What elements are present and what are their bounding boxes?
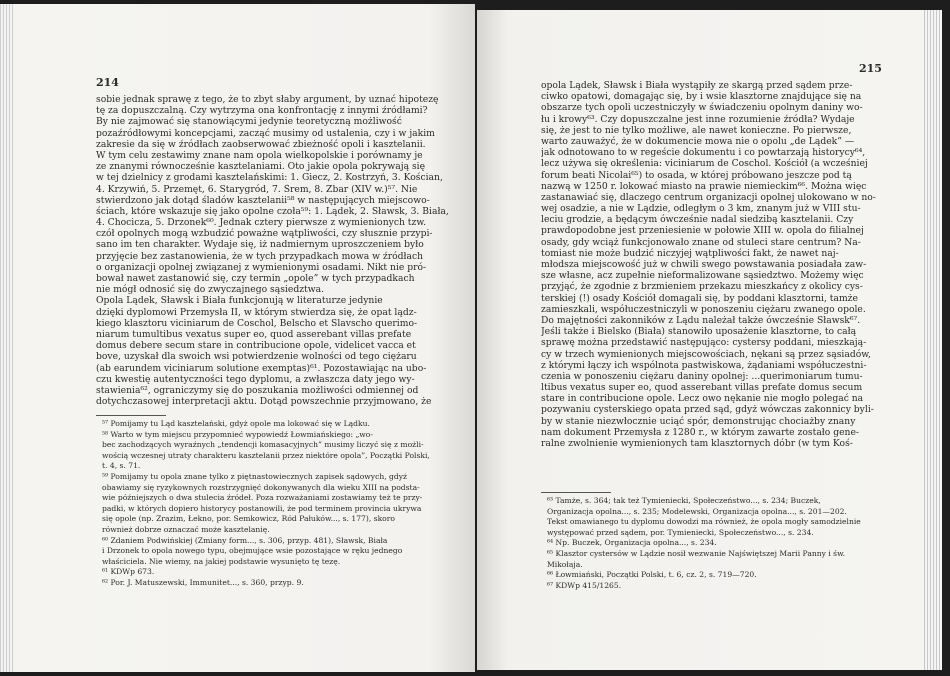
page-number: 214: [96, 76, 119, 89]
footnote-line: wie późniejszych o dwa stulecia źródeł. Poza rozważaniami zostawiamy też te przy-: [102, 493, 423, 503]
text-line: prawdopodobne jest przeniesienie w połowie XIII w. opola do filialnej: [541, 225, 864, 237]
text-line: o organizacji opolnej związanej z wymienionymi osadami. Nikt nie pró-: [96, 261, 427, 273]
footnote-line: ⁶⁶ Łowmiański, Początki Polski, t. 6, cz. 2, s. 719—720.: [547, 570, 757, 580]
text-line: dzięki dyplomowi Przemysła II, w którym stwierdza się, że opat lądz-: [96, 306, 417, 318]
text-line: czu kwestię autentyczności tego dyplomu, a zwłaszcza daty jego wy-: [96, 373, 415, 385]
text-line: nie mógł odnosić się do zwyczajnego sąsiedztwa.: [96, 284, 325, 296]
text-line: (ab earundem viciniarum solutione exemptas)⁶¹. Pozostawiając na ubo-: [96, 362, 427, 374]
footnote-line: Mikołaja.: [547, 559, 583, 569]
footnote-divider: [541, 492, 611, 493]
footnotes: [547, 496, 909, 591]
text-line: czenia w ponoszeniu ciężaru daniny opolnej: ...querimoniarum tumu-: [541, 370, 863, 382]
body-text: [96, 94, 464, 407]
text-line: niarum tumultibus vexatus super eo, quod asserebant villas prefate: [96, 328, 412, 340]
footnote-divider: [96, 415, 166, 416]
text-line: młodsza miejscowość już w chwili swego powstawania posiadała zaw-: [541, 259, 867, 270]
footnote-line: ⁵⁹ Pomijamy tu opola znane tylko z piętnastowiecznych zapisek sądowych, gdyż: [102, 471, 408, 481]
footnote-line: ⁶³ Tamże, s. 364; tak też Tymieniecki, Społeczeństwo..., s. 234; Buczek,: [547, 496, 821, 505]
left-page: [14, 4, 475, 672]
text-line: pozaźródłowymi koncepcjami, zacząć musimy od ustalenia, czy i w jakim: [96, 127, 435, 139]
footnote-line: ⁶⁰ Zdaniem Podwińskiej (Zmiany form..., s. 306, przyp. 481), Sławsk, Biała: [102, 535, 388, 545]
text-line: By nie zajmować się stanowiącymi jedynie teoretyczną możliwość: [96, 116, 402, 128]
text-line: ralne zwolnienie wymienionych tam klasztornych dóbr (w tym Koś-: [541, 438, 853, 449]
text-line: osady, gdy wciąż funkcjonowało znane od stuleci stare centrum? Na-: [541, 236, 861, 248]
right-page: [477, 10, 923, 670]
page-stack-left-edge: [0, 4, 14, 672]
text-line: zamieszkali, współuczestniczyli w ponoszeniu ciężaru zwanego opole.: [541, 303, 866, 315]
body-text: [541, 80, 911, 449]
page-stack-right-edge: [922, 10, 942, 670]
text-line: w tej dzielnicy z grodami kasztelańskimi: 1. Giecz, 2. Kostrzyń, 3. Kościan,: [96, 172, 443, 184]
text-line: tę za dopuszczalną. Czy wytrzyma ona konfrontację z innymi źródłami?: [96, 105, 428, 117]
footnotes: [102, 419, 462, 589]
text-line: sze własne, acz zupełnie nieformalizowane sąsiedztwo. Możemy więc: [541, 270, 864, 282]
text-line: cy w trzech wymienionych miejscowościach, nękani są przez sąsiadów,: [541, 348, 871, 360]
text-line: jak odnotowano to w regeście dokumentu i co powtarzają historycy⁶⁴,: [541, 147, 866, 159]
footnote-line: się opole (np. Zrazim, Łekno, por. Semkowicz, Ród Pałuków..., s. 177), skoro: [102, 514, 395, 524]
text-line: przyjąć, że zgodnie z brzmieniem przekazu mieszkańcy z okolicy cys-: [541, 281, 863, 293]
text-line: ściach, które wskazuje się jako opolne czoła⁵⁹: 1. Lądek, 2. Sławsk, 3. Biała,: [96, 205, 449, 217]
text-line: lecz używa się określenia: viciniarum de Coschol. Kościół (a wcześniej: [541, 158, 868, 170]
footnote-line: występować przed sądem, por. Tymieniecki, Społeczeństwo..., s. 234.: [547, 527, 814, 537]
footnote-line: ⁶¹ KDWp 673.: [102, 567, 155, 577]
footnote-line: obawiamy się ryzykownych rozstrzygnięć dokonywanych dla wieku XIII na podsta-: [102, 482, 420, 492]
text-line: pozywaniu cysterskiego opata przed sąd, gdyż wówczas zakonnicy byli-: [541, 404, 874, 416]
text-line: przyjęcie bez zastanowienia, że w tych przypadkach mowa w źródłach: [96, 250, 424, 262]
text-line: ciwko opatowi, domagając się, by i wsie klasztorne znajdujące się na: [541, 91, 862, 103]
text-line: obszarze tych opoli uczestniczyły w świadczeniu opolnym daniny wo-: [541, 102, 863, 114]
text-line: łu i krowy⁶³. Czy dopuszczalne jest inne rozumienie źródła? Wydaje: [541, 113, 855, 125]
text-line: by w stanie niezwłocznie uciąć spór, demonstrując chociażby znany: [541, 415, 856, 427]
text-line: zakresie da się w źródłach zaobserwować zbieżność opoli i kasztelanii.: [96, 138, 426, 150]
text-line: sobie jednak sprawę z tego, że to zbyt słaby argument, by uznać hipotezę: [96, 94, 439, 105]
footnote-line: ⁶⁴ Np. Buczek, Organizacja opolna..., s. 234.: [547, 538, 717, 548]
text-line: opola Lądek, Sławsk i Biała wystąpiły ze skargą przed sądem prze-: [541, 80, 853, 91]
text-line: zastanawiać się, dlaczego centrum organizacji opolnej ulokowano w no-: [541, 191, 876, 203]
footnote-line: Organizacja opolna..., s. 235; Modelewski, Organizacja opolna..., s. 201—202.: [547, 506, 847, 516]
text-line: dotychczasowej interpretacji aktu. Dotąd powszechnie przyjmowano, że: [96, 396, 432, 408]
text-line: Do majętności zakonników z Lądu należał także ówcześnie Sławsk⁶⁷.: [541, 314, 861, 326]
text-line: 4. Krzywiń, 5. Przemęt, 6. Starygród, 7. Śrem, 8. Zbar (XIV w.)⁵⁷. Nie: [96, 183, 418, 195]
footnote-line: Tekst omawianego tu dyplomu dowodzi ma również, że opola mogły samodzielnie: [547, 517, 861, 527]
text-line: Opola Lądek, Sławsk i Biała funkcjonują w literaturze jedynie: [96, 295, 383, 307]
text-line: ze znanymi równocześnie kasztelaniami. Oto jakie opola pokrywają się: [96, 161, 426, 173]
footnote-line: i Drzonek to opola nowego typu, obejmujące wsie pozostające w ręku jednego: [102, 546, 403, 556]
text-line: domus debere secum stare in contribucione opole, videlicet vacca et: [96, 340, 416, 352]
footnote-line: wością wczesnej utraty charakteru kasztelanii przez niektóre opola”, Początki Polski,: [102, 450, 430, 460]
footnote-line: bec zachodzących wyraźnych „tendencji komasacyjnych” musimy liczyć się z możli-: [102, 440, 424, 450]
footnote-line: właściciela. Nie wiemy, na jakiej podstawie wysunięto tę tezę.: [102, 556, 341, 566]
text-line: bował nawet zastanowić się, czy termin „opole” w tych przypadkach: [96, 273, 415, 284]
text-line: leciu grodzie, a będącym ówcześnie nadal siedzibą kasztelanii. Czy: [541, 214, 854, 226]
text-line: 4. Chocicza, 5. Drzonek⁶⁰. Jednak cztery pierwsze z wymienionych tzw.: [96, 217, 427, 229]
footnote-line: ⁶⁵ Klasztor cystersów w Lądzie nosił wezwanie Najświętszej Marii Panny i św.: [547, 548, 846, 558]
text-line: sano im ten charakter. Wydaje się, iż nadmiernym uproszczeniem było: [96, 239, 424, 251]
page-number: 215: [859, 62, 882, 75]
text-line: bove, uzyskał dla swoich wsi potwierdzenie wolności od tego ciężaru: [96, 351, 417, 363]
footnote-line: również dobrze oznaczać może kasztelanię.: [102, 524, 270, 534]
text-line: tomiast nie może budzić niczyjej wątpliwości fakt, że nawet naj-: [541, 247, 839, 259]
text-line: forum beati Nicolai⁶⁵) to osada, w której próbowano jeszcze pod tą: [541, 169, 852, 181]
text-line: stwierdzono jak dotąd śladów kasztelanii⁵⁸ w następujących miejscowo-: [96, 194, 430, 206]
text-line: ltibus vexatus super eo, quod asserebant villas prefate domus secum: [541, 382, 863, 394]
footnote-line: ⁶⁷ KDWp 415/1265.: [547, 580, 622, 590]
text-line: stare in contribucione opole. Lecz owo nękanie nie mogło polegać na: [541, 393, 864, 405]
text-line: W tym celu zestawimy znane nam opola wielkopolskie i porównamy je: [96, 149, 423, 161]
text-line: warto zauważyć, że w dokumencie mowa nie o opolu „de Lądek” —: [541, 135, 855, 147]
text-line: terskiej (!) osady Kościół domagali się, by poddani klasztorni, tamże: [541, 292, 858, 304]
text-line: stawienia⁶², ograniczymy się do poszukania możliwości odmiennej od: [96, 384, 419, 396]
text-line: z którymi łączy ich wspólnota pastwiskowa, żądaniami współuczestni-: [541, 359, 867, 371]
footnote-line: padki, w których dopiero historycy postanowili, że pod terminem provincia ukrywa: [102, 503, 422, 513]
text-line: nazwą w 1250 r. lokować miasto na prawie niemieckim⁶⁶. Można więc: [541, 180, 867, 192]
footnote-line: ⁵⁷ Pomijamy tu Ląd kasztelański, gdyż opole ma lokować się w Lądku.: [102, 419, 370, 428]
text-line: się, że jest to nie tylko możliwe, ale nawet konieczne. Po pierwsze,: [541, 124, 852, 136]
text-line: kiego klasztoru viciniarum de Coschol, Belscho et Slavscho querimo-: [96, 317, 418, 329]
text-line: Jeśli także i Bielsko (Biała) stanowiło uposażenie klasztorne, to całą: [541, 326, 857, 338]
text-line: nam dokument Przemysła z 1280 r., w którym zawarte zostało gene-: [541, 426, 860, 438]
footnote-line: t. 4, s. 71.: [102, 461, 141, 471]
footnote-line: ⁵⁸ Warto w tym miejscu przypomnieć wypowiedź Łowmiańskiego: „wo-: [102, 429, 373, 439]
text-line: czół opolnych mogą wzbudzić poważne wątpliwości, czy słusznie przypi-: [96, 228, 433, 240]
text-line: sprawę można przedstawić następująco: cystersy poddani, mieszkają-: [541, 337, 867, 349]
footnote-line: ⁶² Por. J. Matuszewski, Immunitet..., s. 360, przyp. 9.: [102, 577, 304, 587]
text-line: wej osadzie, a nie w Lądzie, odległym o 3 km, znanym już w VIII stu-: [541, 203, 861, 215]
